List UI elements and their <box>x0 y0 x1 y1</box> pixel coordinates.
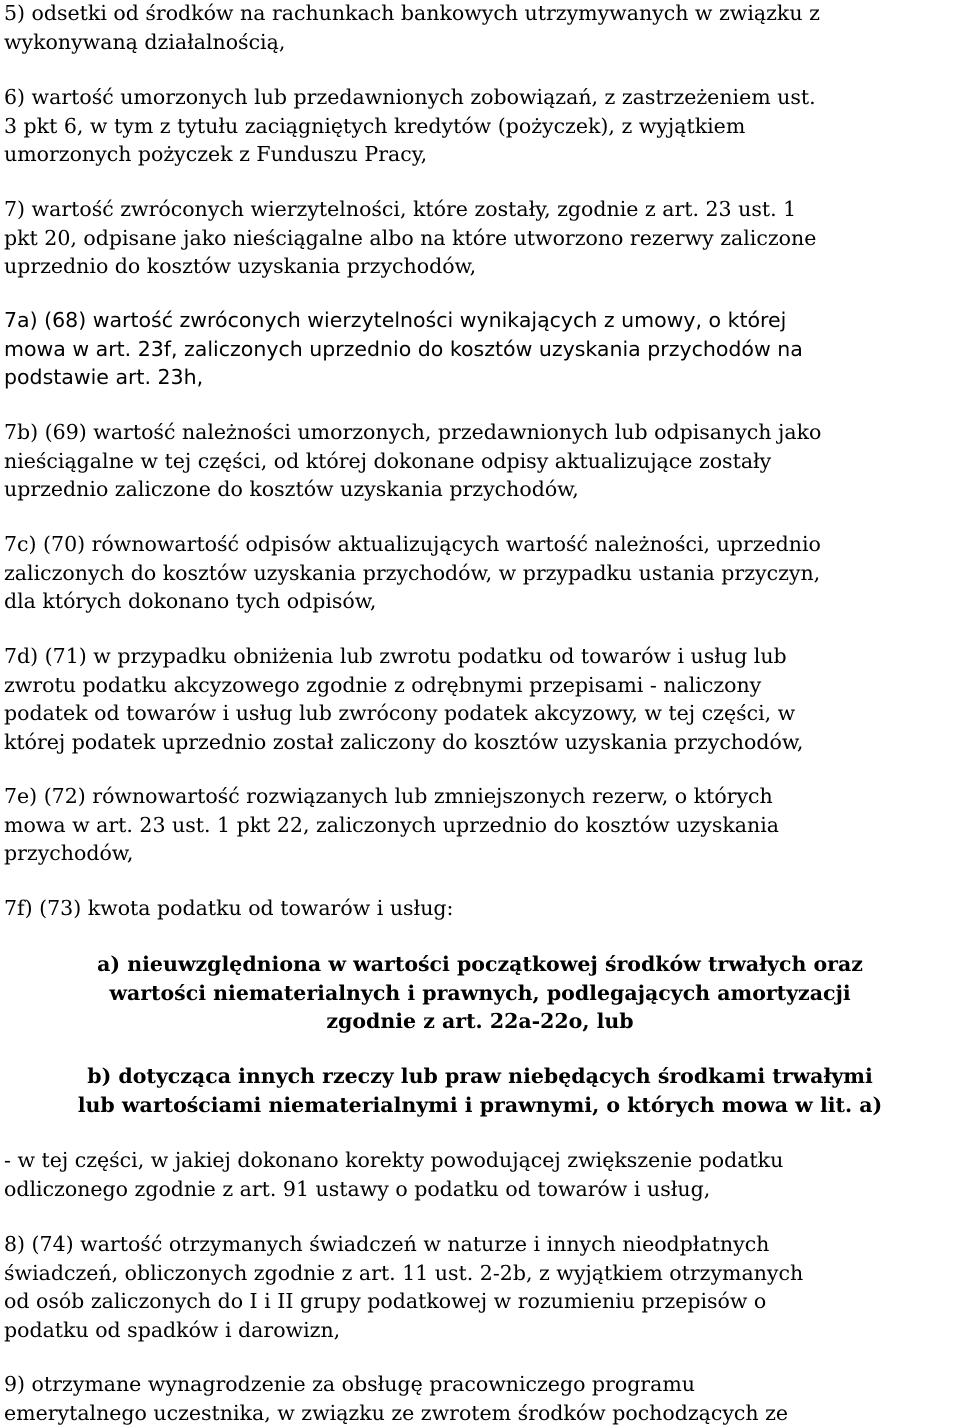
text-line: emerytalnego uczestnika, w związku ze zwrotem środków pochodzących ze <box>4 1400 789 1425</box>
text-line: 9) otrzymane wynagrodzenie za obsługę pracowniczego programu <box>4 1372 695 1396</box>
paragraph-7a <box>4 306 803 392</box>
text-line: zaliczonych do kosztów uzyskania przychodów, w przypadku ustania przyczyn, <box>4 560 821 585</box>
text-line: 8) (74) wartość otrzymanych świadczeń w naturze i innych nieodpłatnych <box>4 1232 770 1256</box>
text-line: - w tej części, w jakiej dokonano korekty powodującej zwiększenie podatku <box>4 1148 784 1172</box>
text-line: wykonywaną działalnością, <box>4 29 286 54</box>
text-line: uprzednio zaliczone do kosztów uzyskania przychodów, <box>4 477 579 501</box>
text-line: zgodnie z art. 22a-22o, lub <box>326 1009 634 1033</box>
text-line: 7a) (68) wartość zwróconych wierzytelności wynikających z umowy, o której <box>4 308 787 332</box>
text-line: 6) wartość umorzonych lub przedawnionych zobowiązań, z zastrzeżeniem ust. <box>4 85 816 109</box>
text-line: mowa w art. 23 ust. 1 pkt 22, zaliczonych uprzednio do kosztów uzyskania <box>4 812 779 837</box>
text-line: od osób zaliczonych do I i II grupy podatkowej w rozumieniu przepisów o <box>4 1289 767 1313</box>
paragraph-a <box>4 950 956 1036</box>
text-line: odliczonego zgodnie z art. 91 ustawy o podatku od towarów i usług, <box>4 1176 711 1201</box>
text-line: podstawie art. 23h, <box>4 365 204 389</box>
text-line: 3 pkt 6, w tym z tytułu zaciągniętych kredytów (pożyczek), z wyjątkiem <box>4 113 746 138</box>
text-line: pkt 20, odpisane jako nieściągalne albo na które utworzono rezerwy zaliczone <box>4 225 817 250</box>
text-line: 7e) (72) równowartość rozwiązanych lub zmniejszonych rezerw, o których <box>4 784 773 808</box>
paragraph-7f <box>4 894 453 923</box>
text-line: 7c) (70) równowartość odpisów aktualizujących wartość należności, uprzednio <box>4 532 821 556</box>
text-line: 5) odsetki od środków na rachunkach bankowych utrzymywanych w związku z <box>4 1 820 25</box>
text-line: dla których dokonano tych odpisów, <box>4 589 377 613</box>
text-line: uprzednio do kosztów uzyskania przychodów, <box>4 254 477 278</box>
paragraph-7c <box>4 530 821 616</box>
text-line: podatek od towarów i usług lub zwrócony podatek akcyzowy, w tej części, w <box>4 701 796 725</box>
paragraph-9 <box>4 1370 788 1427</box>
text-line: umorzonych pożyczek z Funduszu Pracy, <box>4 142 428 166</box>
paragraph-dash <box>4 1146 783 1203</box>
text-line: mowa w art. 23f, zaliczonych uprzednio do kosztów uzyskania przychodów na <box>4 336 803 361</box>
text-line: 7f) (73) kwota podatku od towarów i usług: <box>4 896 454 920</box>
paragraph-5 <box>4 0 820 56</box>
paragraph-b <box>4 1062 956 1119</box>
text-line: której podatek uprzednio został zaliczony do kosztów uzyskania przychodów, <box>4 729 804 754</box>
text-line: nieściągalne w tej części, od której dokonane odpisy aktualizujące zostały <box>4 448 772 473</box>
paragraph-8 <box>4 1230 803 1344</box>
paragraph-7b <box>4 418 821 504</box>
text-line: świadczeń, obliczonych zgodnie z art. 11 ust. 2-2b, z wyjątkiem otrzymanych <box>4 1260 804 1285</box>
paragraph-7e <box>4 782 779 868</box>
text-line: lub wartościami niematerialnymi i prawnymi, o których mowa w lit. a) <box>77 1092 883 1117</box>
paragraph-7 <box>4 195 816 281</box>
text-line: b) dotycząca innych rzeczy lub praw niebędących środkami trwałymi <box>87 1064 873 1088</box>
text-line: 7) wartość zwróconych wierzytelności, które zostały, zgodnie z art. 23 ust. 1 <box>4 197 797 221</box>
text-line: podatku od spadków i darowizn, <box>4 1317 341 1342</box>
paragraph-6 <box>4 83 816 169</box>
text-line: zwrotu podatku akcyzowego zgodnie z odrębnymi przepisami - naliczony <box>4 672 762 697</box>
text-line: wartości niematerialnych i prawnych, podlegających amortyzacji <box>109 980 851 1005</box>
text-line: a) nieuwzględniona w wartości początkowej środków trwałych oraz <box>97 952 863 976</box>
text-line: przychodów, <box>4 841 134 865</box>
text-line: 7d) (71) w przypadku obniżenia lub zwrotu podatku od towarów i usług lub <box>4 644 787 668</box>
paragraph-7d <box>4 642 803 756</box>
text-line: 7b) (69) wartość należności umorzonych, przedawnionych lub odpisanych jako <box>4 420 822 444</box>
